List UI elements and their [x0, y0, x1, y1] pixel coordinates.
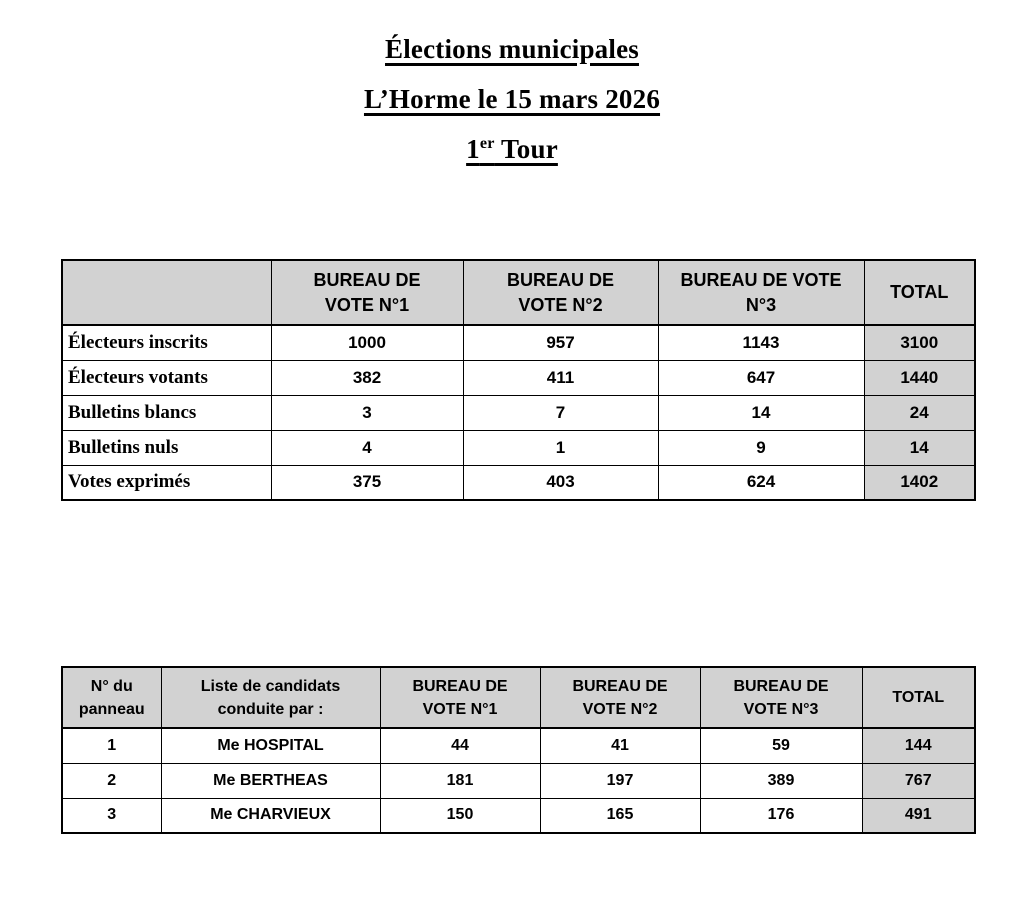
cell-bureau1: 375 [271, 465, 463, 500]
candidates-header-row [62, 667, 975, 728]
cell-bureau2: 957 [463, 325, 658, 360]
cell-bureau3: 9 [658, 430, 864, 465]
cell-bureau3: 59 [700, 728, 862, 763]
cell-bureau1: 181 [380, 763, 540, 798]
table-row-votes-exprimes [62, 465, 975, 500]
row-label: Électeurs votants [62, 360, 271, 395]
results-header-row [62, 260, 975, 325]
round-ordinal-suffix: er [479, 134, 495, 152]
cell-bureau3: 176 [700, 798, 862, 833]
round-word: Tour [494, 134, 558, 164]
round-title-text [466, 134, 558, 164]
cell-total: 491 [862, 798, 975, 833]
cell-bureau3: 14 [658, 395, 864, 430]
cell-liste: Me HOSPITAL [161, 728, 380, 763]
cell-total: 1440 [864, 360, 975, 395]
cell-bureau2: 165 [540, 798, 700, 833]
col-header-empty [62, 260, 271, 325]
cell-bureau2: 41 [540, 728, 700, 763]
cell-bureau2: 1 [463, 430, 658, 465]
row-label: Électeurs inscrits [62, 325, 271, 360]
cell-liste: Me BERTHEAS [161, 763, 380, 798]
cell-total: 24 [864, 395, 975, 430]
cell-bureau3: 624 [658, 465, 864, 500]
table-row-electeurs-inscrits [62, 325, 975, 360]
cell-total: 767 [862, 763, 975, 798]
col-header-bureau-2: BUREAU DE VOTE N°2 [540, 667, 700, 728]
row-label: Votes exprimés [62, 465, 271, 500]
title-block [0, 24, 1024, 174]
results-summary-table [61, 259, 976, 501]
cell-bureau3: 389 [700, 763, 862, 798]
cell-bureau2: 197 [540, 763, 700, 798]
col-header-total: TOTAL [864, 260, 975, 325]
cell-bureau1: 382 [271, 360, 463, 395]
document-subtitle-text: L’Horme le 15 mars 2026 [363, 84, 661, 114]
document-subtitle [0, 74, 1024, 124]
cell-bureau1: 150 [380, 798, 540, 833]
cell-bureau2: 411 [463, 360, 658, 395]
col-header-panneau: N° du panneau [62, 667, 161, 728]
cell-bureau1: 3 [271, 395, 463, 430]
col-header-bureau-2: BUREAU DE VOTE N°2 [463, 260, 658, 325]
candidates-results-table [61, 666, 976, 834]
cell-bureau1: 44 [380, 728, 540, 763]
cell-panneau: 2 [62, 763, 161, 798]
cell-bureau1: 4 [271, 430, 463, 465]
table-row-liste-2 [62, 763, 975, 798]
document-title-text: Élections municipales [385, 34, 639, 64]
row-label: Bulletins nuls [62, 430, 271, 465]
col-header-bureau-1: BUREAU DE VOTE N°1 [271, 260, 463, 325]
table-row-bulletins-nuls [62, 430, 975, 465]
cell-bureau3: 647 [658, 360, 864, 395]
row-label: Bulletins blancs [62, 395, 271, 430]
cell-panneau: 3 [62, 798, 161, 833]
col-header-bureau-1: BUREAU DE VOTE N°1 [380, 667, 540, 728]
document-title [0, 24, 1024, 74]
col-header-liste: Liste de candidats conduite par : [161, 667, 380, 728]
col-header-bureau-3: BUREAU DE VOTE N°3 [700, 667, 862, 728]
cell-total: 3100 [864, 325, 975, 360]
table-row-liste-1 [62, 728, 975, 763]
cell-bureau1: 1000 [271, 325, 463, 360]
cell-bureau2: 403 [463, 465, 658, 500]
col-header-bureau-3: BUREAU DE VOTE N°3 [658, 260, 864, 325]
cell-total: 144 [862, 728, 975, 763]
table-row-liste-3 [62, 798, 975, 833]
table-row-bulletins-blancs [62, 395, 975, 430]
cell-panneau: 1 [62, 728, 161, 763]
cell-bureau3: 1143 [658, 325, 864, 360]
cell-total: 14 [864, 430, 975, 465]
cell-liste: Me CHARVIEUX [161, 798, 380, 833]
cell-total: 1402 [864, 465, 975, 500]
round-title [0, 124, 1024, 174]
round-number: 1 [466, 134, 480, 164]
cell-bureau2: 7 [463, 395, 658, 430]
col-header-total: TOTAL [862, 667, 975, 728]
table-row-electeurs-votants [62, 360, 975, 395]
